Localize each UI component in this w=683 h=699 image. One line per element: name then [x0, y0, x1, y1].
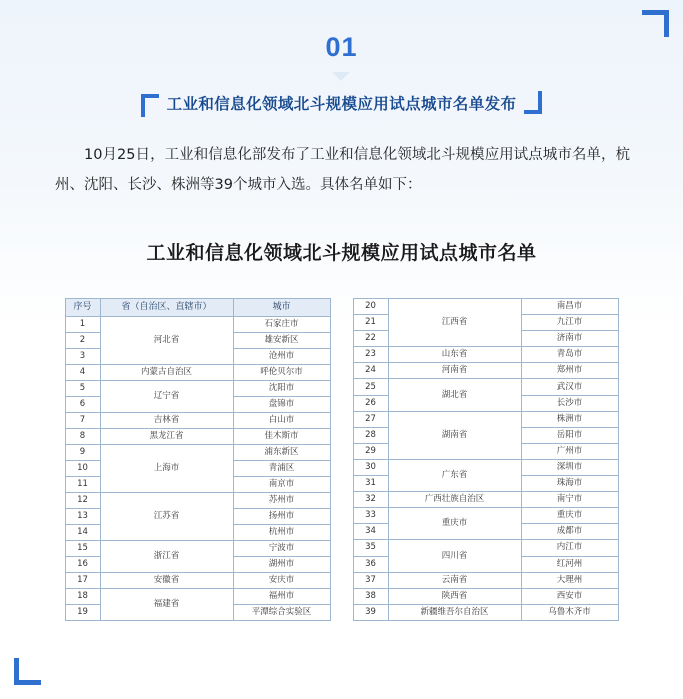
table-row — [65, 317, 330, 333]
cell-city: 平潭综合实验区 — [233, 605, 330, 621]
table-row — [65, 573, 330, 589]
cell-city: 白山市 — [233, 413, 330, 429]
cell-no: 33 — [353, 508, 388, 524]
cell-city: 呼伦贝尔市 — [233, 365, 330, 381]
table-row — [353, 299, 618, 315]
column-header-no: 序号 — [65, 299, 100, 317]
city-table-right — [353, 298, 619, 621]
city-tables-container — [0, 298, 683, 621]
table-row — [65, 445, 330, 461]
city-table-left — [65, 298, 331, 621]
cell-city: 大理州 — [521, 572, 618, 588]
list-title: 工业和信息化领域北斗规模应用试点城市名单 — [146, 242, 537, 264]
cell-province: 辽宁省 — [100, 381, 233, 413]
table-row — [353, 508, 618, 524]
cell-city: 广州市 — [521, 443, 618, 459]
article-title-row — [0, 92, 683, 114]
bracket-left-decor — [141, 94, 159, 117]
cell-no: 17 — [65, 573, 100, 589]
cell-no: 36 — [353, 556, 388, 572]
cell-city: 浦东新区 — [233, 445, 330, 461]
cell-no: 32 — [353, 492, 388, 508]
cell-no: 5 — [65, 381, 100, 397]
column-header-city: 城市 — [233, 299, 330, 317]
section-number-badge — [307, 28, 375, 73]
cell-no: 34 — [353, 524, 388, 540]
cell-city: 盘锦市 — [233, 397, 330, 413]
cell-no: 9 — [65, 445, 100, 461]
table-row — [65, 413, 330, 429]
cell-no: 3 — [65, 349, 100, 365]
cell-city: 深圳市 — [521, 459, 618, 475]
cell-no: 27 — [353, 411, 388, 427]
cell-no: 1 — [65, 317, 100, 333]
cell-city: 郑州市 — [521, 363, 618, 379]
cell-city: 佳木斯市 — [233, 429, 330, 445]
cell-no: 26 — [353, 395, 388, 411]
cell-no: 19 — [65, 605, 100, 621]
cell-province: 江西省 — [388, 299, 521, 347]
cell-city: 宁波市 — [233, 541, 330, 557]
cell-city: 苏州市 — [233, 493, 330, 509]
cell-province: 陕西省 — [388, 588, 521, 604]
column-header-province: 省（自治区、直辖市） — [100, 299, 233, 317]
cell-city: 内江市 — [521, 540, 618, 556]
cell-city: 西安市 — [521, 588, 618, 604]
cell-city: 珠海市 — [521, 476, 618, 492]
section-number-wrapper — [0, 28, 683, 73]
cell-no: 24 — [353, 363, 388, 379]
cell-no: 11 — [65, 477, 100, 493]
cell-no: 7 — [65, 413, 100, 429]
cell-city: 湖州市 — [233, 557, 330, 573]
cell-no: 15 — [65, 541, 100, 557]
cell-province: 安徽省 — [100, 573, 233, 589]
section-number-text: 01 — [325, 32, 358, 62]
cell-province: 吉林省 — [100, 413, 233, 429]
city-table-right-body — [353, 299, 618, 621]
cell-city: 石家庄市 — [233, 317, 330, 333]
bracket-right-decor — [524, 91, 542, 114]
cell-city: 沈阳市 — [233, 381, 330, 397]
cell-no: 16 — [65, 557, 100, 573]
table-row — [353, 572, 618, 588]
table-row — [65, 365, 330, 381]
cell-province: 浙江省 — [100, 541, 233, 573]
cell-province: 四川省 — [388, 540, 521, 572]
cell-no: 28 — [353, 427, 388, 443]
cell-no: 4 — [65, 365, 100, 381]
article-title: 工业和信息化领域北斗规模应用试点城市名单发布 — [166, 95, 517, 113]
cell-no: 39 — [353, 604, 388, 620]
cell-no: 31 — [353, 476, 388, 492]
cell-no: 2 — [65, 333, 100, 349]
cell-city: 九江市 — [521, 315, 618, 331]
cell-city: 济南市 — [521, 331, 618, 347]
table-row — [353, 363, 618, 379]
cell-no: 21 — [353, 315, 388, 331]
cell-no: 12 — [65, 493, 100, 509]
cell-province: 黑龙江省 — [100, 429, 233, 445]
cell-no: 14 — [65, 525, 100, 541]
cell-no: 30 — [353, 459, 388, 475]
cell-city: 乌鲁木齐市 — [521, 604, 618, 620]
cell-city: 福州市 — [233, 589, 330, 605]
decor-corner-bottom-left — [14, 658, 41, 685]
cell-province: 湖南省 — [388, 411, 521, 459]
cell-city: 南宁市 — [521, 492, 618, 508]
cell-no: 10 — [65, 461, 100, 477]
table-row — [65, 493, 330, 509]
table-row — [353, 379, 618, 395]
cell-no: 29 — [353, 443, 388, 459]
cell-no: 13 — [65, 509, 100, 525]
table-row — [65, 541, 330, 557]
cell-city: 沧州市 — [233, 349, 330, 365]
cell-province: 内蒙古自治区 — [100, 365, 233, 381]
table-row — [353, 604, 618, 620]
cell-city: 武汉市 — [521, 379, 618, 395]
cell-province: 云南省 — [388, 572, 521, 588]
cell-city: 重庆市 — [521, 508, 618, 524]
cell-province: 河南省 — [388, 363, 521, 379]
cell-no: 38 — [353, 588, 388, 604]
cell-province: 河北省 — [100, 317, 233, 365]
cell-province: 湖北省 — [388, 379, 521, 411]
cell-city: 安庆市 — [233, 573, 330, 589]
article-title-wrapper — [141, 92, 543, 114]
section-number-badge-tail — [332, 72, 350, 81]
cell-city: 长沙市 — [521, 395, 618, 411]
cell-no: 8 — [65, 429, 100, 445]
cell-province: 山东省 — [388, 347, 521, 363]
table-row — [65, 589, 330, 605]
table-row — [353, 540, 618, 556]
cell-province: 江苏省 — [100, 493, 233, 541]
cell-city: 株洲市 — [521, 411, 618, 427]
cell-province: 上海市 — [100, 445, 233, 493]
article-paragraph: 10月25日，工业和信息化部发布了工业和信息化领域北斗规模应用试点城市名单，杭州、沈阳、长沙、株洲等39个城市入选。具体名单如下： — [55, 147, 630, 193]
cell-no: 6 — [65, 397, 100, 413]
cell-no: 35 — [353, 540, 388, 556]
table-row — [65, 429, 330, 445]
cell-province: 重庆市 — [388, 508, 521, 540]
cell-no: 22 — [353, 331, 388, 347]
table-row — [353, 492, 618, 508]
table-row — [353, 347, 618, 363]
cell-city: 扬州市 — [233, 509, 330, 525]
table-header-row — [65, 299, 330, 317]
table-row — [353, 411, 618, 427]
cell-city: 岳阳市 — [521, 427, 618, 443]
cell-no: 23 — [353, 347, 388, 363]
cell-city: 成都市 — [521, 524, 618, 540]
cell-no: 37 — [353, 572, 388, 588]
cell-province: 广东省 — [388, 459, 521, 491]
cell-no: 25 — [353, 379, 388, 395]
cell-city: 南昌市 — [521, 299, 618, 315]
cell-city: 雄安新区 — [233, 333, 330, 349]
table-row — [353, 588, 618, 604]
table-row — [353, 459, 618, 475]
cell-city: 青岛市 — [521, 347, 618, 363]
cell-city: 青浦区 — [233, 461, 330, 477]
cell-province: 新疆维吾尔自治区 — [388, 604, 521, 620]
cell-city: 红河州 — [521, 556, 618, 572]
table-row — [65, 381, 330, 397]
city-table-left-body — [65, 317, 330, 621]
cell-province: 广西壮族自治区 — [388, 492, 521, 508]
cell-no: 18 — [65, 589, 100, 605]
cell-province: 福建省 — [100, 589, 233, 621]
cell-city: 杭州市 — [233, 525, 330, 541]
cell-city: 南京市 — [233, 477, 330, 493]
cell-no: 20 — [353, 299, 388, 315]
